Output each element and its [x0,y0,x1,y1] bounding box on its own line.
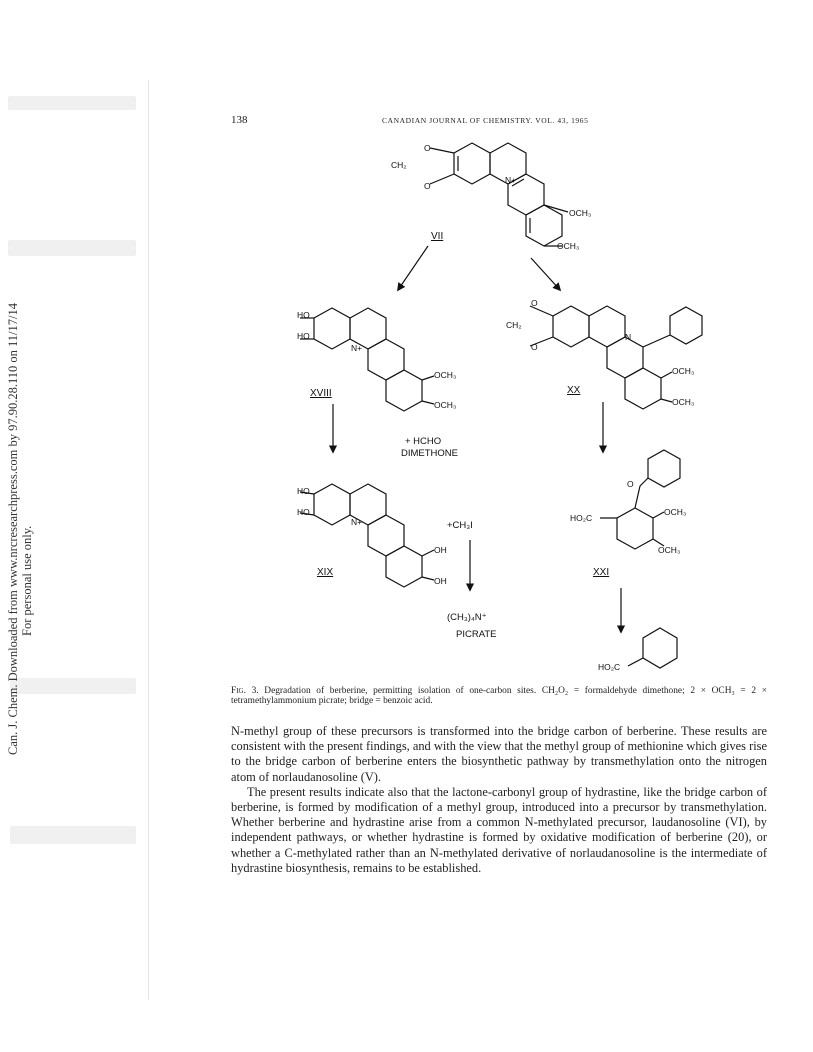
atom-label: O [424,143,431,153]
paragraph: The present results indicate also that the lactone-carbonyl group of hydrastine, like the bridge carbon of berberine, is formed by modification of a methyl group, introduced into a precursor by transmethylation. Whether berberine and hydrastine arise from a common N-methylated precursor, laudanosoline (VI), by independent pathways, or whether hydrastine is formed by oxidative modification of berberine (20), or whether a C-methylated rather than an N-methylated derivative of norlaudanosoline is the intermediate of hydrastine biosynthesis, remains to be established. [231,784,767,875]
atom-label: OCH₃ [672,397,695,407]
atom-label: O [627,479,634,489]
atom-label: OH [434,545,447,555]
atom-label: HO [297,331,310,341]
structure-xx [530,306,702,409]
product-ammonium: (CH₃)₄N⁺ [447,612,487,623]
atom-label: OCH₃ [658,545,681,555]
body-text [231,724,767,876]
figure-caption [231,686,767,706]
atom-label: HO [297,507,310,517]
reagent-hcho: + HCHO [405,436,442,447]
atom-label: OCH₃ [672,366,695,376]
atom-label: CH₂ [391,160,407,170]
atom-label: N+ [505,175,517,185]
atom-label: OCH₃ [434,400,457,410]
page-number: 138 [231,114,248,126]
atom-label: OCH₃ [434,370,457,380]
watermark-line-2: For personal use only. [20,525,34,636]
structure-benzoic-acid [628,628,677,668]
atom-label: OH [434,576,447,586]
atom-label: HO [297,310,310,320]
structure-vii [430,143,568,246]
compound-label-xx: XX [567,385,581,396]
product-picrate: PICRATE [456,629,497,640]
caption-label: Fig. 3. [231,686,259,696]
watermark-line-1: Can. J. Chem. Downloaded from www.nrcresearchpress.com by 97.90.28.110 on 11/17/14 [6,303,20,755]
running-head: CANADIAN JOURNAL OF CHEMISTRY. VOL. 43, 1965 [382,116,589,125]
atom-label: CH₂ [506,320,522,330]
compound-label-vii: VII [431,231,444,242]
compound-label-xix: XIX [317,567,334,578]
reaction-arrow [531,258,560,290]
reaction-arrow [398,246,428,290]
atom-label: N+ [351,343,363,353]
atom-label: O [531,298,538,308]
paragraph: N-methyl group of these precursors is transformed into the bridge carbon of berberine. These results are consistent with the present findings, and with the view that the methyl group of methionine which gives rise to the bridge carbon of berberine enters the biosynthetic pathway by transmethylation onto the nitrogen atom of norlaudanosoline (V). [231,724,767,784]
atom-label: HO [297,486,310,496]
compound-label-xviii: XVIII [310,388,332,399]
atom-label: OCH₃ [557,241,580,251]
atom-label: HO₂C [570,513,593,523]
reagent-dimethone: DIMETHONE [401,448,458,459]
atom-label: O [424,181,431,191]
caption-text: Degradation of berberine, permitting isolation of one-carbon sites. CH₂O₂ = formaldehyde dimethone; 2 × OCH₃ = 2 × tetramethylammonium picrate; bridge = benzoic acid. [231,686,767,706]
scan-smudge [10,826,136,844]
atom-label: OCH₃ [569,208,592,218]
atom-label: N+ [351,517,363,527]
atom-label: O [531,342,538,352]
atom-label: HO₂C [598,662,621,672]
atom-label: N [625,332,632,342]
reagent-ch3i: +CH₃I [447,520,473,531]
atom-label: OCH₃ [664,507,687,517]
structure-xxi [600,450,680,549]
compound-label-xxi: XXI [593,567,610,578]
